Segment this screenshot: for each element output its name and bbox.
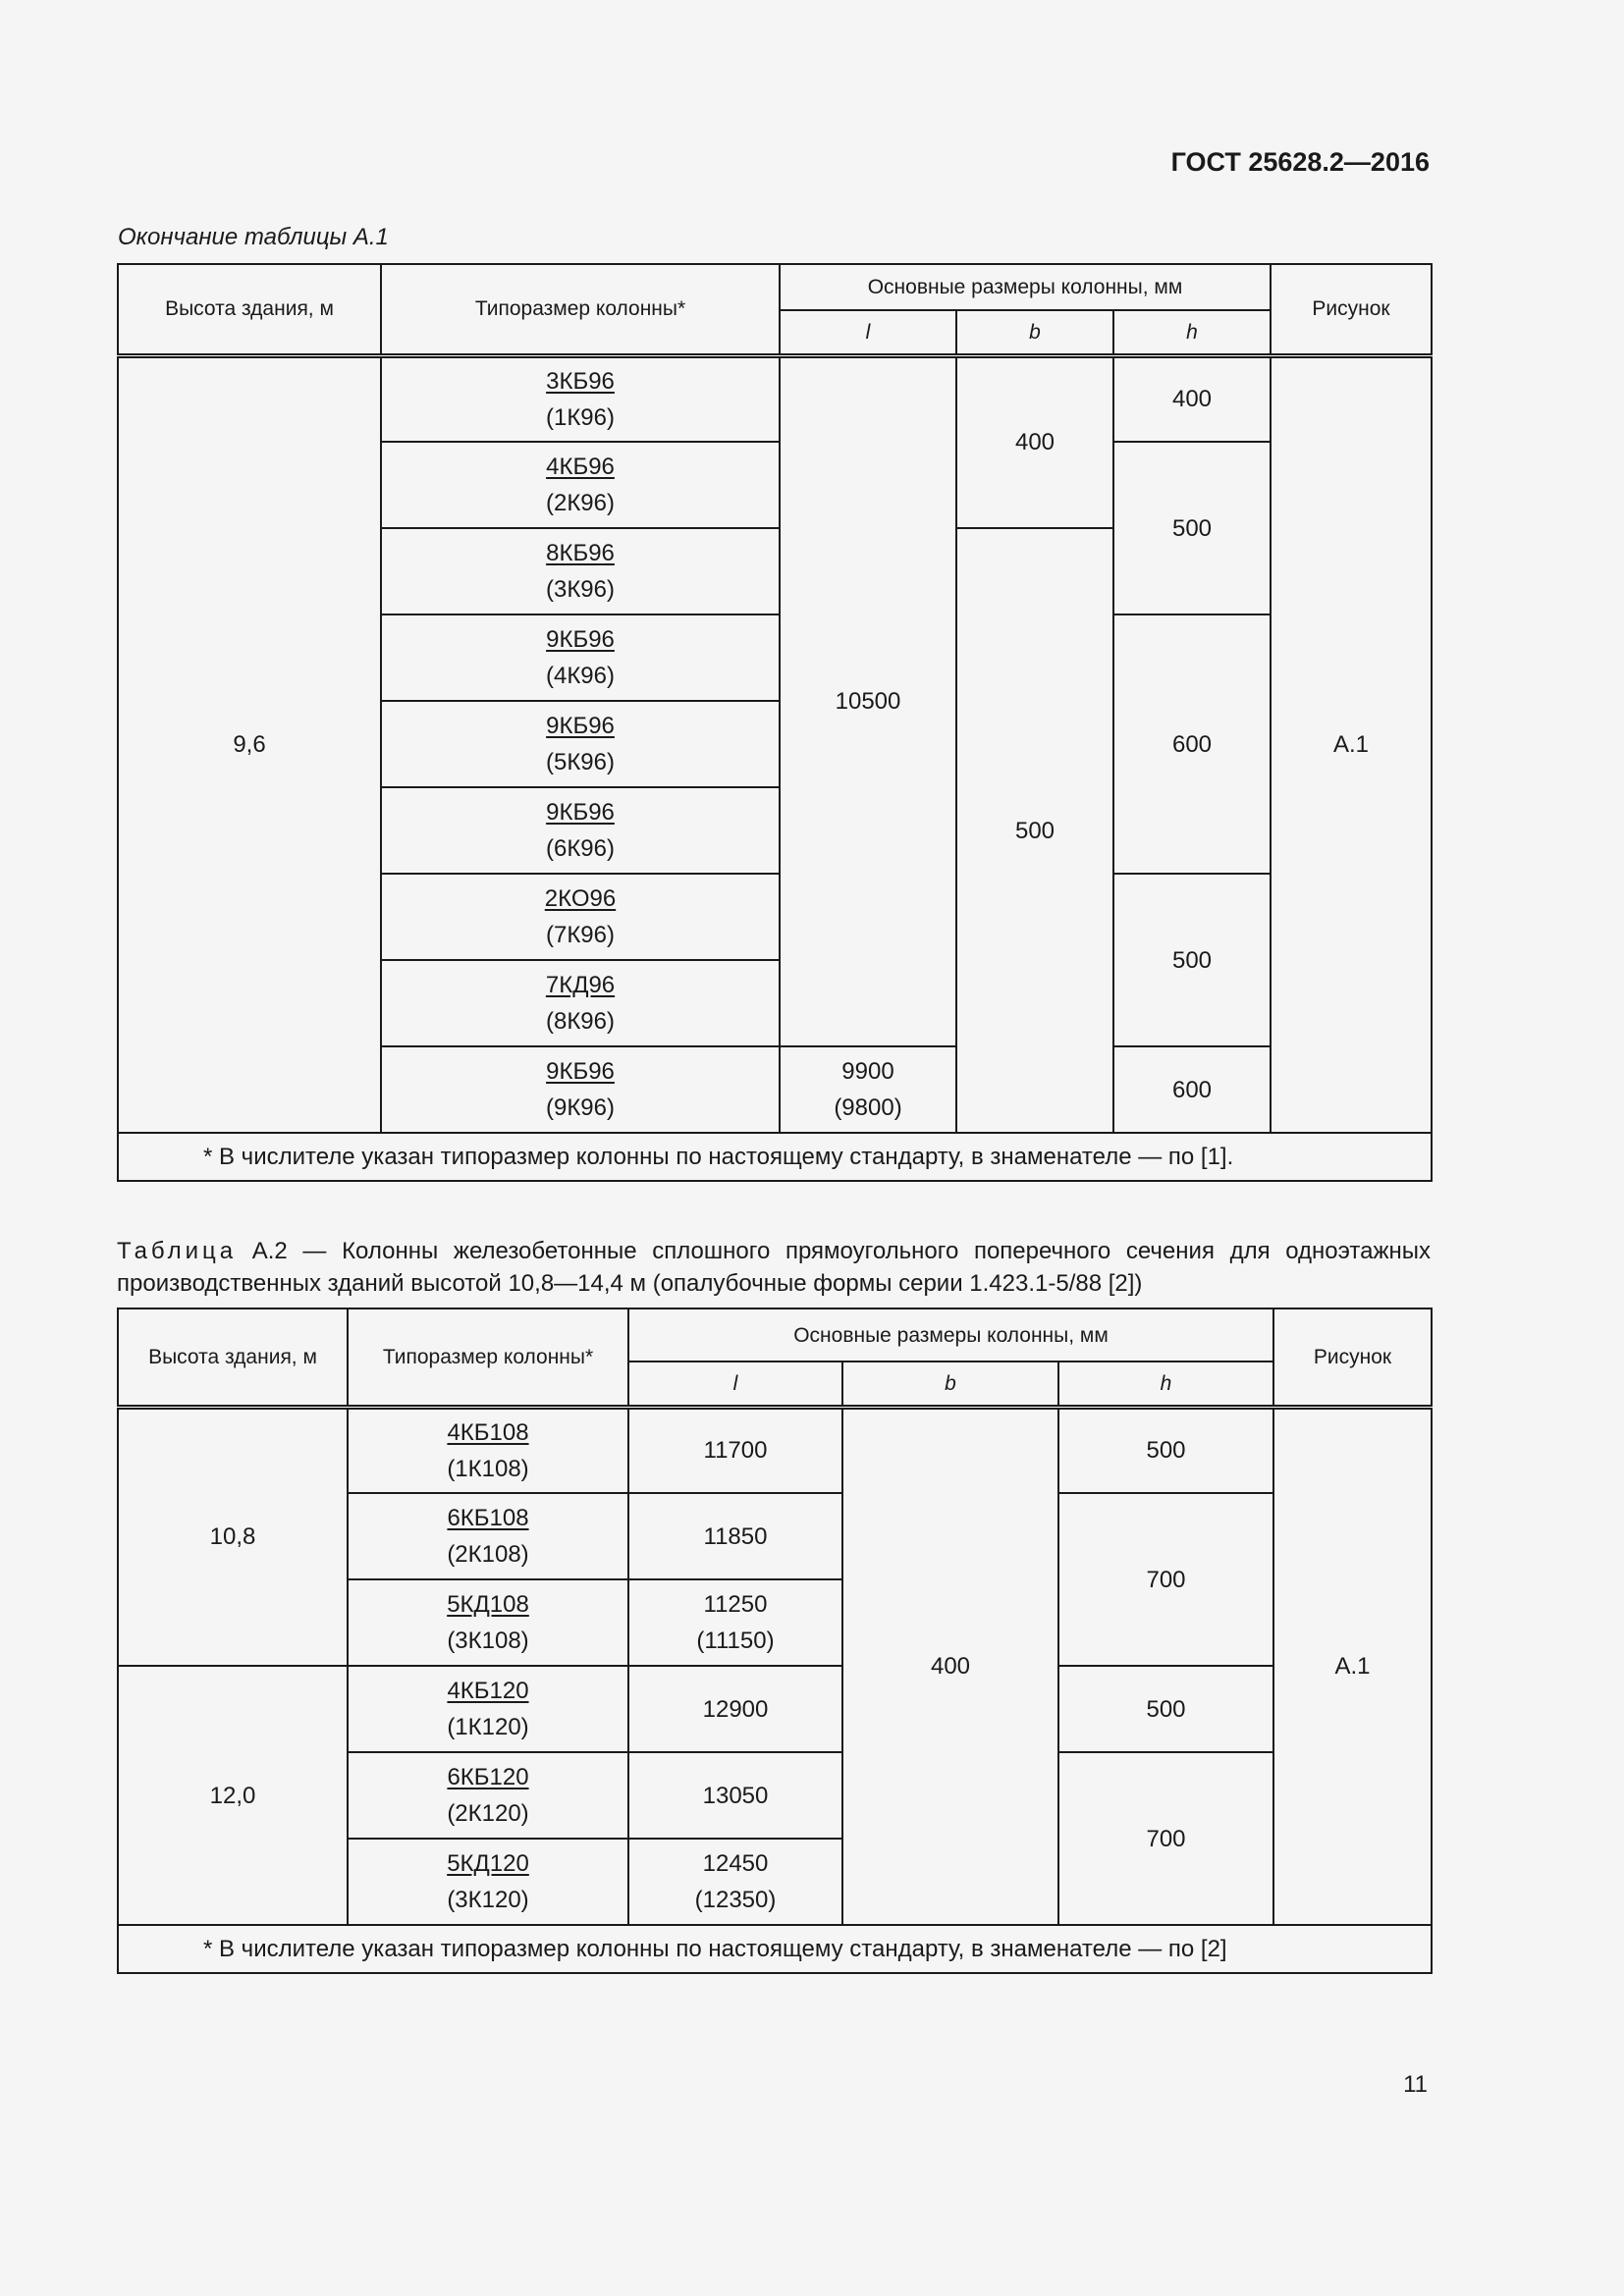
type-numerator: 6КБ120 (447, 1764, 529, 1790)
type-numerator: 8КБ96 (546, 540, 615, 566)
table-label: Таблица (117, 1238, 238, 1264)
type-cell (348, 1839, 628, 1925)
l-cell (628, 1839, 842, 1925)
l-cell (628, 1752, 842, 1839)
l-value: 9900 (841, 1058, 894, 1085)
type-denominator: (3К108) (447, 1628, 529, 1654)
h-cell: 600 (1113, 1046, 1271, 1133)
l-value: 12900 (702, 1695, 769, 1723)
standard-number: ГОСТ 25628.2—2016 (1170, 147, 1430, 177)
l-value-alt: (11150) (696, 1628, 775, 1654)
type-denominator: (2К108) (447, 1541, 529, 1568)
h-cell: 500 (1058, 1407, 1273, 1493)
footnote: * В числителе указан типоразмер колонны по настоящему стандарту, в знаменателе — по [2] (118, 1925, 1432, 1973)
header-h: h (1113, 310, 1271, 355)
table-a2 (117, 1308, 1433, 1974)
type-numerator: 4КБ120 (447, 1678, 529, 1704)
header-height: Высота здания, м (118, 264, 381, 355)
type-cell (348, 1407, 628, 1493)
type-numerator: 9КБ96 (546, 1058, 615, 1085)
h-cell: 700 (1058, 1752, 1273, 1925)
type-cell (348, 1493, 628, 1579)
type-numerator: 9КБ96 (546, 626, 615, 653)
table-a1-caption: Окончание таблицы А.1 (118, 224, 389, 250)
l-cell (628, 1579, 842, 1666)
h-cell: 400 (1113, 355, 1271, 442)
h-cell: 600 (1113, 614, 1271, 874)
type-cell (381, 355, 780, 442)
table-a2-title (117, 1235, 1431, 1300)
type-cell (381, 528, 780, 614)
l-cell (628, 1666, 842, 1752)
type-denominator: (1К120) (447, 1714, 529, 1740)
l-value: 13050 (702, 1782, 769, 1809)
l-value: 11250 (703, 1591, 768, 1618)
type-numerator: 2КО96 (544, 885, 617, 912)
type-cell (381, 960, 780, 1046)
type-denominator: (9К96) (545, 1095, 615, 1121)
header-figure: Рисунок (1271, 264, 1432, 355)
type-numerator: 7КД96 (545, 972, 616, 998)
type-cell (348, 1579, 628, 1666)
l-cell: 10500 (780, 355, 956, 1046)
table-title-text: А.2 — Колонны железобетонные сплошного прямоугольного поперечного сечения для одноэтажных производственных зданий высотой 10,8—14,4 м (опалубочные формы серии 1.423.1-5/88 [2]) (117, 1238, 1431, 1297)
l-cell (628, 1493, 842, 1579)
type-cell (348, 1752, 628, 1839)
header-dims: Основные размеры колонны, мм (780, 264, 1271, 310)
figure-cell: А.1 (1271, 355, 1432, 1133)
header-b: b (842, 1362, 1058, 1407)
type-cell (348, 1666, 628, 1752)
type-numerator: 4КБ108 (447, 1418, 529, 1446)
l-value-alt: (12350) (694, 1887, 777, 1913)
header-b: b (956, 310, 1113, 355)
type-denominator: (1К108) (447, 1455, 529, 1482)
l-value: 11700 (703, 1437, 768, 1465)
h-cell: 500 (1113, 874, 1271, 1046)
height-cell: 12,0 (118, 1666, 348, 1925)
b-cell: 500 (956, 528, 1113, 1133)
type-cell (381, 701, 780, 787)
l-cell (628, 1407, 842, 1493)
table-a1 (117, 263, 1433, 1182)
header-figure: Рисунок (1273, 1308, 1432, 1407)
type-cell (381, 874, 780, 960)
type-numerator: 4КБ96 (546, 454, 615, 480)
l-value-alt: (9800) (834, 1095, 902, 1121)
height-cell: 9,6 (118, 355, 381, 1133)
header-height: Высота здания, м (118, 1308, 348, 1407)
l-value: 11850 (703, 1522, 768, 1550)
header-type: Типоразмер колонны* (381, 264, 780, 355)
h-cell: 700 (1058, 1493, 1273, 1666)
l-value: 12450 (702, 1850, 769, 1877)
type-numerator: 5КД120 (447, 1850, 529, 1877)
type-cell (381, 787, 780, 874)
header-l: l (628, 1362, 842, 1407)
type-denominator: (4К96) (545, 663, 615, 689)
figure-cell: А.1 (1273, 1407, 1432, 1925)
page-number: 11 (1403, 2071, 1428, 2098)
b-cell: 400 (842, 1407, 1058, 1925)
type-cell (381, 614, 780, 701)
type-denominator: (5К96) (545, 749, 615, 775)
type-denominator: (6К96) (545, 835, 615, 862)
header-h: h (1058, 1362, 1273, 1407)
b-cell: 400 (956, 355, 1113, 528)
header-type: Типоразмер колонны* (348, 1308, 628, 1407)
type-numerator: 3КБ96 (546, 367, 615, 395)
type-numerator: 5КД108 (447, 1591, 529, 1618)
type-numerator: 9КБ96 (546, 713, 615, 739)
footnote: * В числителе указан типоразмер колонны по настоящему стандарту, в знаменателе — по [1]. (118, 1133, 1432, 1181)
type-denominator: (3К96) (545, 576, 615, 603)
height-cell: 10,8 (118, 1407, 348, 1666)
type-denominator: (8К96) (545, 1008, 615, 1035)
h-cell: 500 (1113, 442, 1271, 614)
type-cell (381, 442, 780, 528)
type-cell (381, 1046, 780, 1133)
type-denominator: (2К96) (545, 490, 615, 516)
type-numerator: 6КБ108 (447, 1505, 529, 1531)
type-denominator: (3К120) (447, 1887, 529, 1913)
type-numerator: 9КБ96 (546, 799, 615, 826)
type-denominator: (2К120) (447, 1800, 529, 1827)
l-cell (780, 1046, 956, 1133)
header-l: l (780, 310, 956, 355)
h-cell: 500 (1058, 1666, 1273, 1752)
type-denominator: (1К96) (545, 403, 615, 431)
type-denominator: (7К96) (545, 922, 615, 948)
header-dims: Основные размеры колонны, мм (628, 1308, 1273, 1362)
